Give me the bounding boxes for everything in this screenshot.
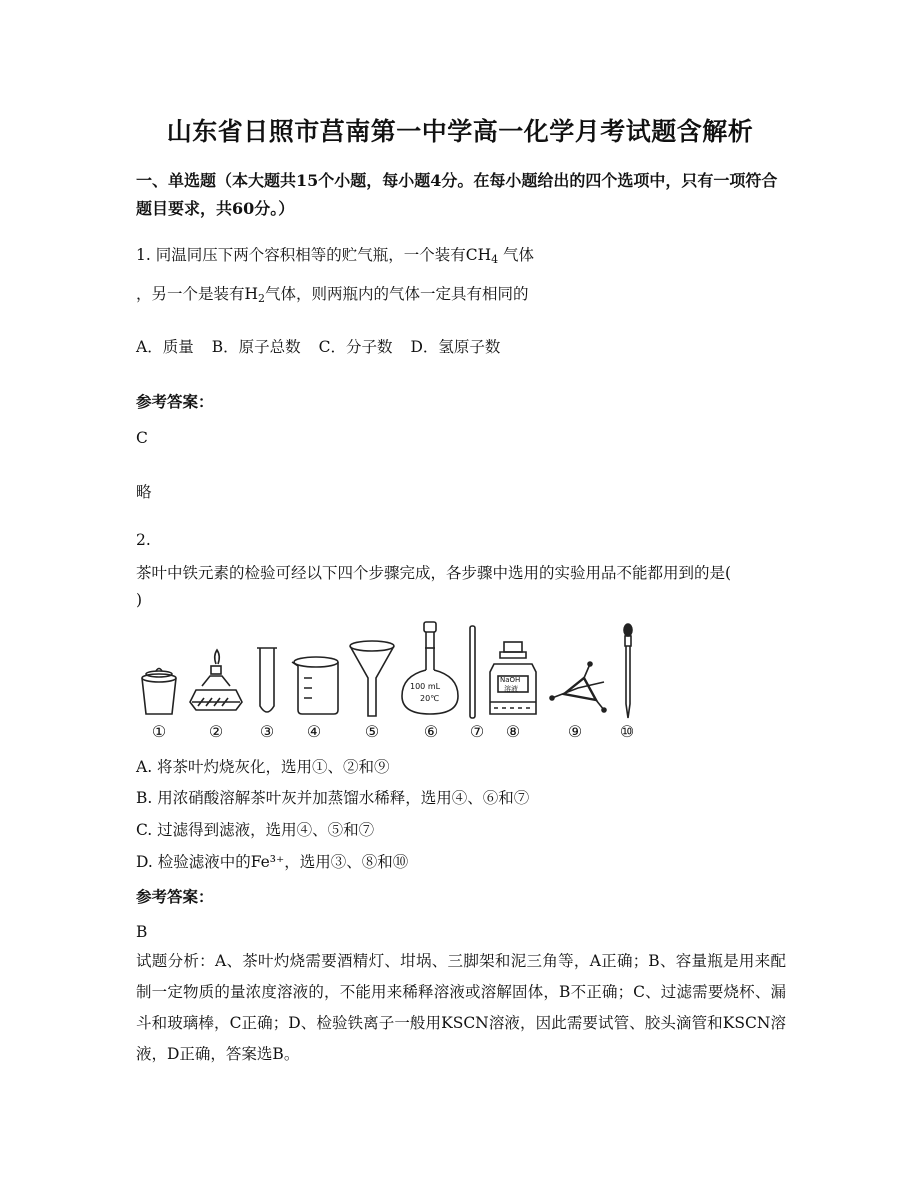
- q1-explanation: 略: [136, 483, 152, 501]
- funnel-icon: [350, 641, 394, 716]
- bottle-label-text2: 溶液: [504, 685, 518, 693]
- alcohol-lamp-icon: [190, 650, 242, 710]
- q1-options: [136, 335, 518, 357]
- document-title: 山东省日照市莒南第一中学高一化学月考试题含解析: [166, 117, 754, 146]
- bottle-label-text: NaOH: [500, 676, 521, 684]
- q2-option-c: C. 过滤得到滤液，选用④、⑤和⑦: [136, 821, 375, 839]
- q1-answer-label: 参考答案：: [136, 392, 214, 411]
- q2-option-a: A. 将茶叶灼烧灰化，选用①、②和⑨: [136, 758, 390, 776]
- q1-option-b: B．原子总数: [211, 338, 301, 356]
- figure-label: ⑥: [423, 722, 439, 741]
- q1-line1: [136, 243, 534, 266]
- apparatus-drawing: [132, 618, 652, 722]
- figure-label: ③: [259, 722, 275, 741]
- beaker-icon: [292, 657, 338, 714]
- section-heading: 一、单选题（本大题共15个小题，每小题4分。在每小题给出的四个选项中，只有一项符合题目要求，共60分。）: [136, 171, 778, 218]
- q2-stem-end: ): [136, 591, 143, 609]
- q2-answer: B: [136, 923, 148, 941]
- q2-answer-label: 参考答案：: [136, 887, 214, 906]
- q1-option-a: A．质量: [136, 338, 194, 356]
- crucible-icon: [142, 669, 176, 715]
- glass-rod-icon: [470, 626, 475, 718]
- q1-answer: C: [136, 429, 148, 447]
- figure-label: ⑤: [364, 722, 380, 741]
- q2-stem: 茶叶中铁元素的检验可经以下四个步骤完成，各步骤中选用的实验用品不能都用到的是(: [136, 564, 732, 582]
- figure-label: ⑩: [619, 722, 635, 741]
- q2-option-d: D. 检验滤液中的Fe³⁺，选用③、⑧和⑩: [136, 853, 409, 871]
- figure-label: ①: [151, 722, 167, 741]
- figure-label: ⑧: [505, 722, 521, 741]
- q1-option-d: D．氢原子数: [410, 338, 501, 356]
- figure-label: ⑨: [567, 722, 583, 741]
- figure-label: ②: [208, 722, 224, 741]
- q1-line1-subscript: 4: [491, 253, 499, 266]
- dropper-icon: [624, 624, 632, 718]
- q1-line1-text: 1. 同温同压下两个容积相等的贮气瓶，一个装有CH: [136, 246, 492, 264]
- q2-explanation: 试题分析：A、茶叶灼烧需要酒精灯、坩埚、三脚架和泥三角等，A正确；B、容量瓶是用来配制一定物质的量浓度溶液的，不能用来稀释溶液或溶解固体，B不正确；C、过滤需要烧杯、漏斗和玻璃棒，C正确；D、检验铁离子一般用KSCN溶液，因此需要试管、胶头滴管和KSCN溶液，D正确，答案选B。: [136, 952, 786, 1063]
- q1-line2-subscript: 2: [258, 292, 266, 305]
- flask-temp-text: 20℃: [420, 694, 440, 703]
- q1-option-c: C．分子数: [318, 338, 393, 356]
- flask-volume-text: 100 mL: [410, 682, 441, 691]
- figure-label: ④: [306, 722, 322, 741]
- apparatus-figure: [132, 618, 652, 748]
- q2-option-b: B. 用浓硝酸溶解茶叶灰并加蒸馏水稀释，选用④、⑥和⑦: [136, 789, 530, 807]
- figure-label: ⑦: [469, 722, 485, 741]
- clay-triangle-icon: [550, 662, 606, 712]
- q1-line2-tail: 气体，则两瓶内的气体一定具有相同的: [265, 285, 529, 303]
- q1-line2: [136, 282, 529, 305]
- q1-line2-text: ，另一个是装有H: [136, 285, 259, 303]
- q2-number: 2.: [136, 531, 151, 549]
- test-tube-icon: [257, 648, 277, 712]
- q1-line1-tail: 气体: [498, 246, 535, 264]
